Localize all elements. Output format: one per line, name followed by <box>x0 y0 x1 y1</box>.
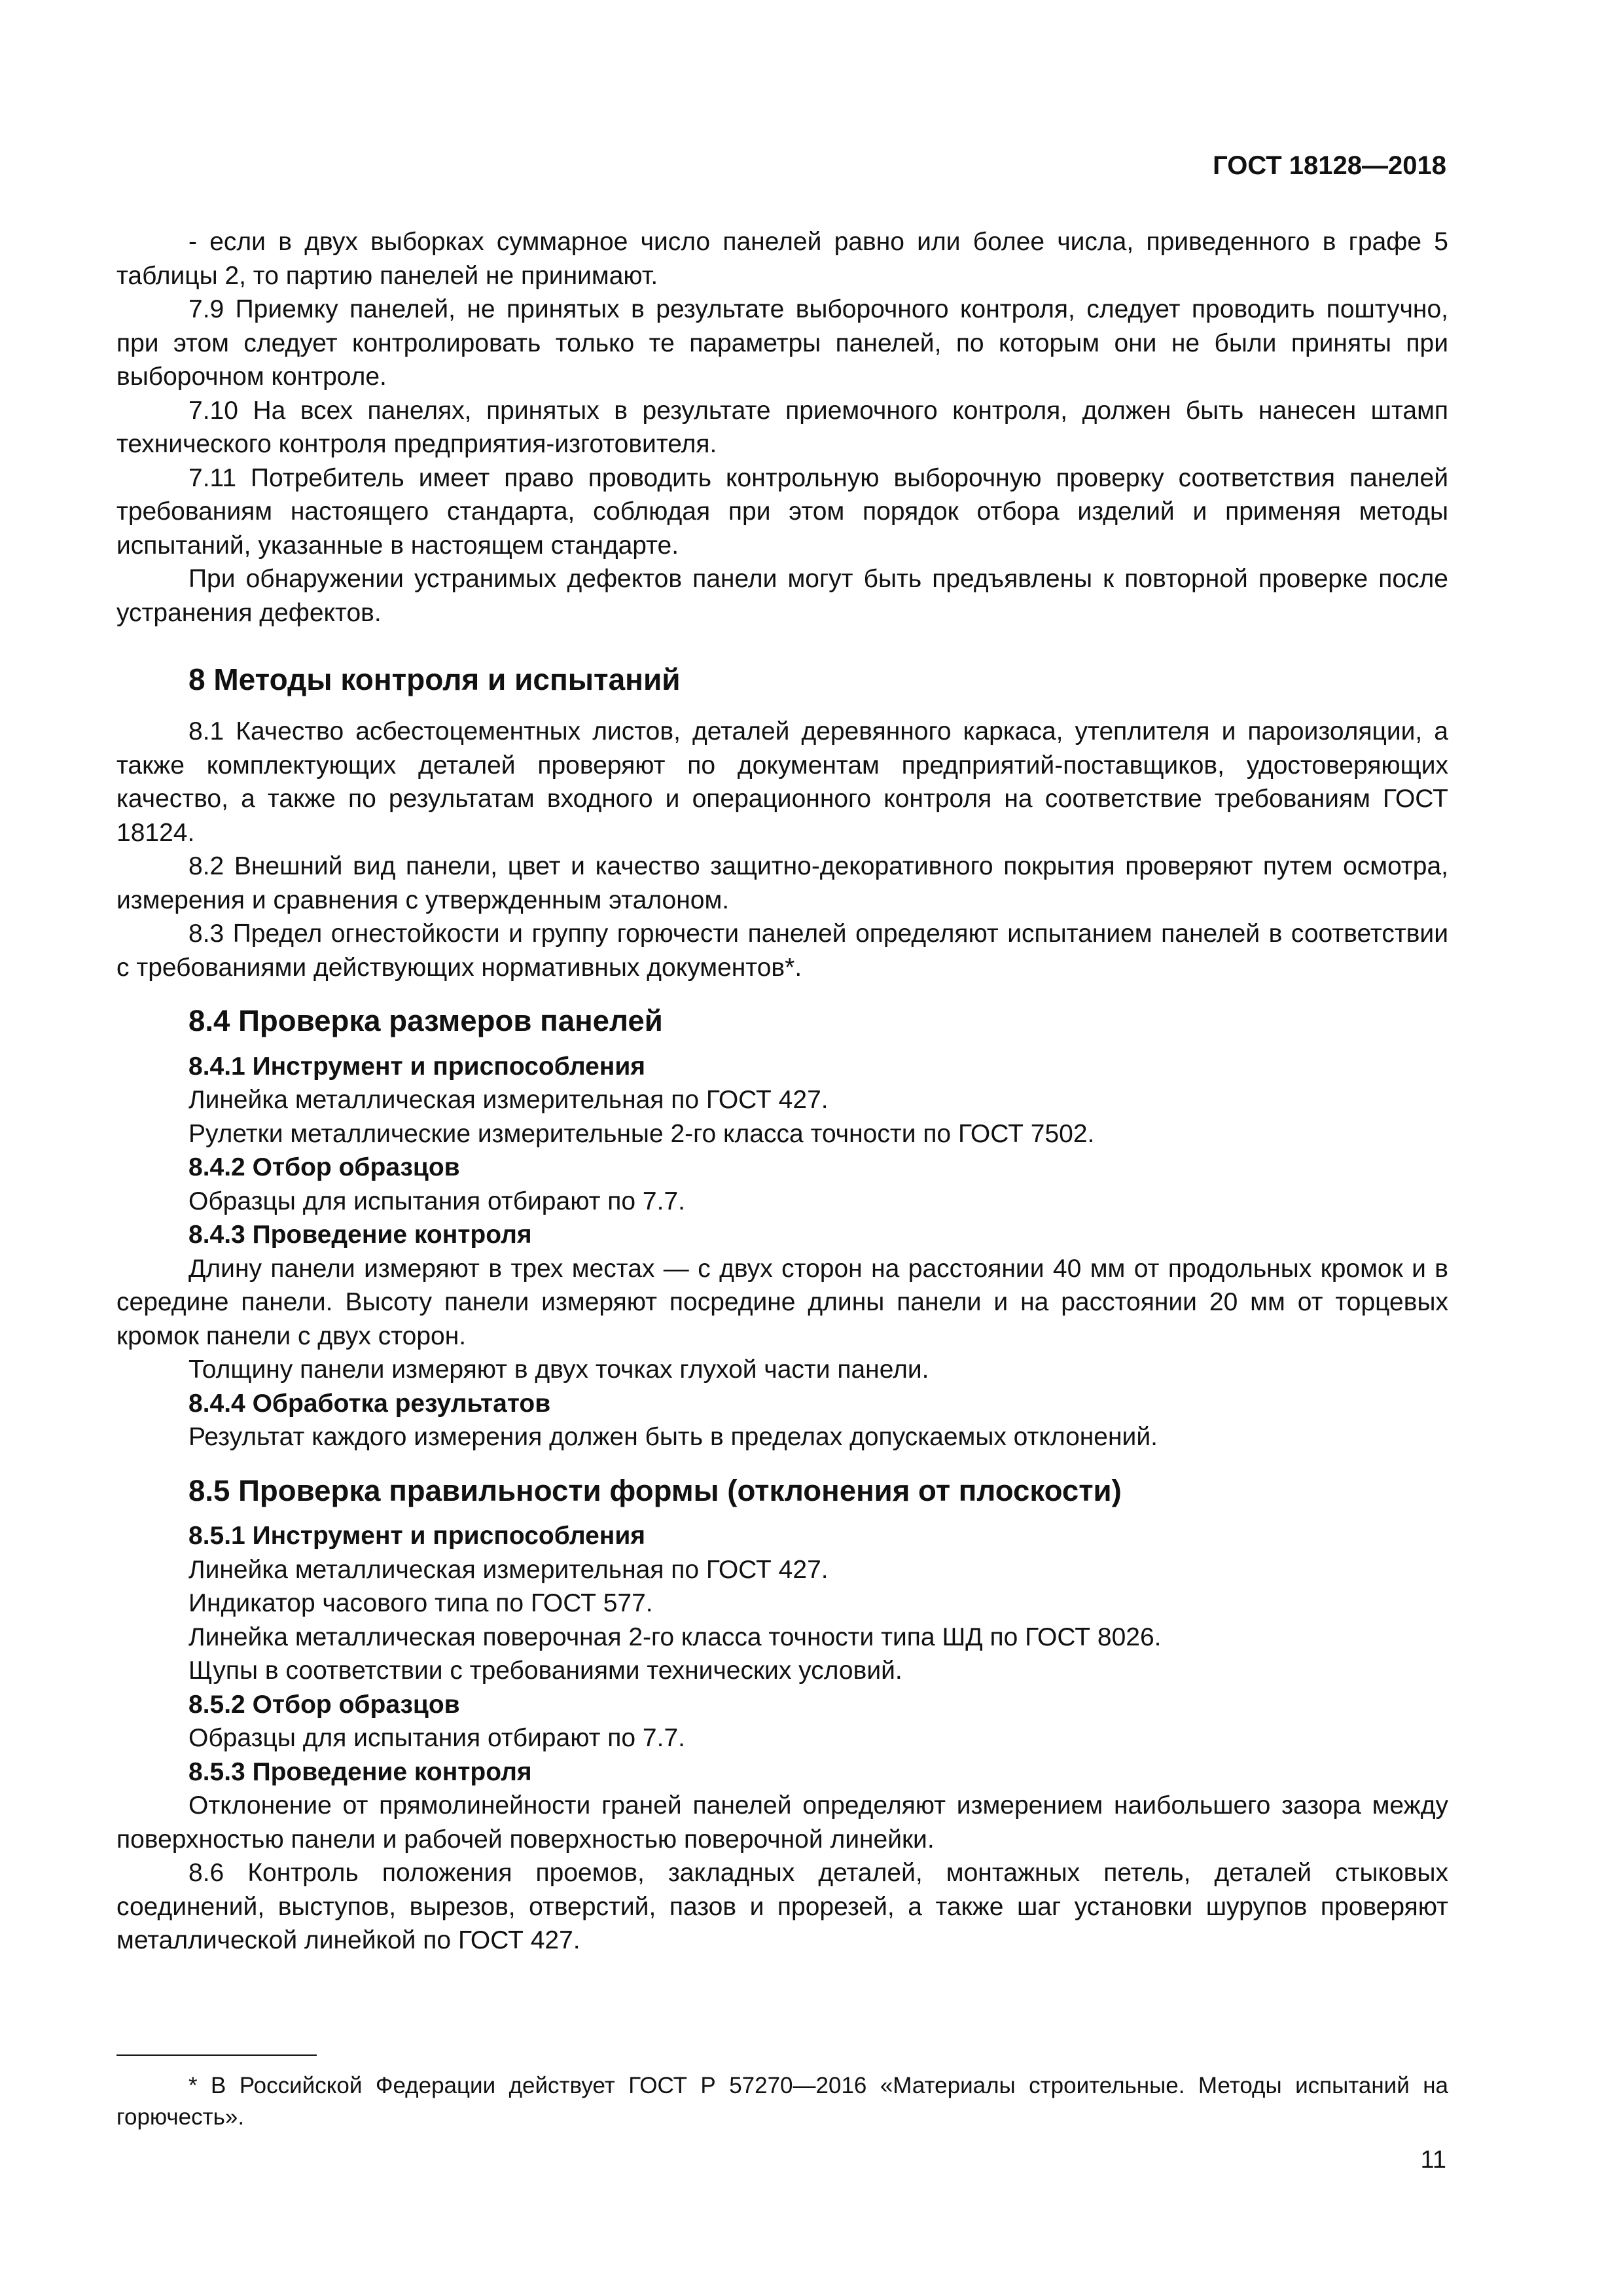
subsection-8-5-heading: 8.5 Проверка правильности формы (отклонения от плоскости) <box>188 1473 1122 1507</box>
footnote-divider <box>116 2054 317 2056</box>
paragraph-defects: При обнаружении устранимых дефектов панели могут быть предъявлены к повторной проверке после устранения дефектов. <box>116 565 1448 627</box>
subsection-8-5-3-heading: 8.5.3 Проведение контроля <box>188 1757 532 1786</box>
paragraph-8-6: 8.6 Контроль положения проемов, закладных деталей, монтажных петель, деталей стыковых соединений, выступов, вырезов, отверстий, пазов и прорезей, а также шаг установки шурупов проверяют металлической линейкой по ГОСТ 427. <box>116 1859 1448 1954</box>
instrument-item: Щупы в соответствии с требованиями технических условий. <box>188 1657 902 1685</box>
section-8-heading: 8 Методы контроля и испытаний <box>188 662 681 696</box>
subsection-8-4-1-heading: 8.4.1 Инструмент и приспособления <box>188 1052 646 1081</box>
subsection-8-5-1-heading: 8.5.1 Инструмент и приспособления <box>188 1522 646 1550</box>
paragraph-7-10: 7.10 На всех панелях, принятых в результате приемочного контроля, должен быть нанесен штамп технического контроля предприятия-изготовителя. <box>116 396 1448 458</box>
instrument-item: Индикатор часового типа по ГОСТ 577. <box>188 1589 653 1617</box>
document-body <box>116 225 1448 1958</box>
measurement-thickness-text: Толщину панели измеряют в двух точках глухой части панели. <box>188 1355 929 1384</box>
subsection-8-4-heading: 8.4 Проверка размеров панелей <box>188 1004 663 1037</box>
subsection-8-4-4-heading: 8.4.4 Обработка результатов <box>188 1389 551 1418</box>
instrument-item: Линейка металлическая поверочная 2-го класса точности типа ШД по ГОСТ 8026. <box>188 1623 1162 1651</box>
instrument-item: Линейка металлическая измерительная по ГОСТ 427. <box>188 1086 829 1114</box>
sampling-text: Образцы для испытания отбирают по 7.7. <box>188 1187 685 1215</box>
paragraph-8-1: 8.1 Качество асбестоцементных листов, деталей деревянного каркаса, утеплителя и пароизоляции, а также комплектующих деталей проверяют по документам предприятий-поставщиков, удостоверяющих качество, а также по результатам входного и операционного контроля на соответствие требованиям ГОСТ 18124. <box>116 717 1448 847</box>
paragraph-8-2: 8.2 Внешний вид панели, цвет и качество защитно-декоративного покрытия проверяют путем осмотра, измерения и сравнения с утвержденным эталоном. <box>116 852 1448 914</box>
footnote: * В Российской Федерации действует ГОСТ Р 57270—2016 «Материалы строительные. Методы испытаний на горючесть». <box>116 2073 1448 2130</box>
subsection-8-5-2-heading: 8.5.2 Отбор образцов <box>188 1690 460 1719</box>
page-number: 11 <box>1420 2146 1446 2174</box>
results-text: Результат каждого измерения должен быть в пределах допускаемых отклонений. <box>188 1423 1158 1451</box>
paragraph-rejection-rule: - если в двух выборках суммарное число панелей равно или более числа, приведенного в графе 5 таблицы 2, то партию панелей не принимают. <box>116 228 1448 290</box>
paragraph-7-9: 7.9 Приемку панелей, не принятых в результате выборочного контроля, следует проводить поштучно, при этом следует контролировать только те параметры панелей, по которым они не были приняты при выборочном контроле. <box>116 295 1448 391</box>
paragraph-7-11: 7.11 Потребитель имеет право проводить контрольную выборочную проверку соответствия панелей требованиям настоящего стандарта, соблюдая при этом порядок отбора изделий и применяя методы испытаний, указанные в настоящем стандарте. <box>116 463 1448 560</box>
instrument-item: Рулетки металлические измерительные 2-го класса точности по ГОСТ 7502. <box>188 1119 1095 1148</box>
straightness-text: Отклонение от прямолинейности граней панелей определяют измерением наибольшего зазора между поверхностью панели и рабочей поверхностью поверочной линейки. <box>116 1791 1448 1854</box>
paragraph-8-3: 8.3 Предел огнестойкости и группу горючести панелей определяют испытанием панелей в соответствии с требованиями действующих нормативных документов*. <box>116 920 1448 982</box>
measurement-length-text: Длину панели измеряют в трех местах — с двух сторон на расстоянии 40 мм от продольных кромок и в середине панели. Высоту панели измеряют посредине длины панели и на расстоянии 20 мм от торцевых кромок панели с двух сторон. <box>116 1254 1448 1350</box>
subsection-8-4-2-heading: 8.4.2 Отбор образцов <box>188 1153 460 1181</box>
sampling-text: Образцы для испытания отбирают по 7.7. <box>188 1724 685 1752</box>
subsection-8-4-3-heading: 8.4.3 Проведение контроля <box>188 1221 532 1249</box>
document-header: ГОСТ 18128—2018 <box>1213 151 1446 180</box>
instrument-item: Линейка металлическая измерительная по ГОСТ 427. <box>188 1555 829 1584</box>
